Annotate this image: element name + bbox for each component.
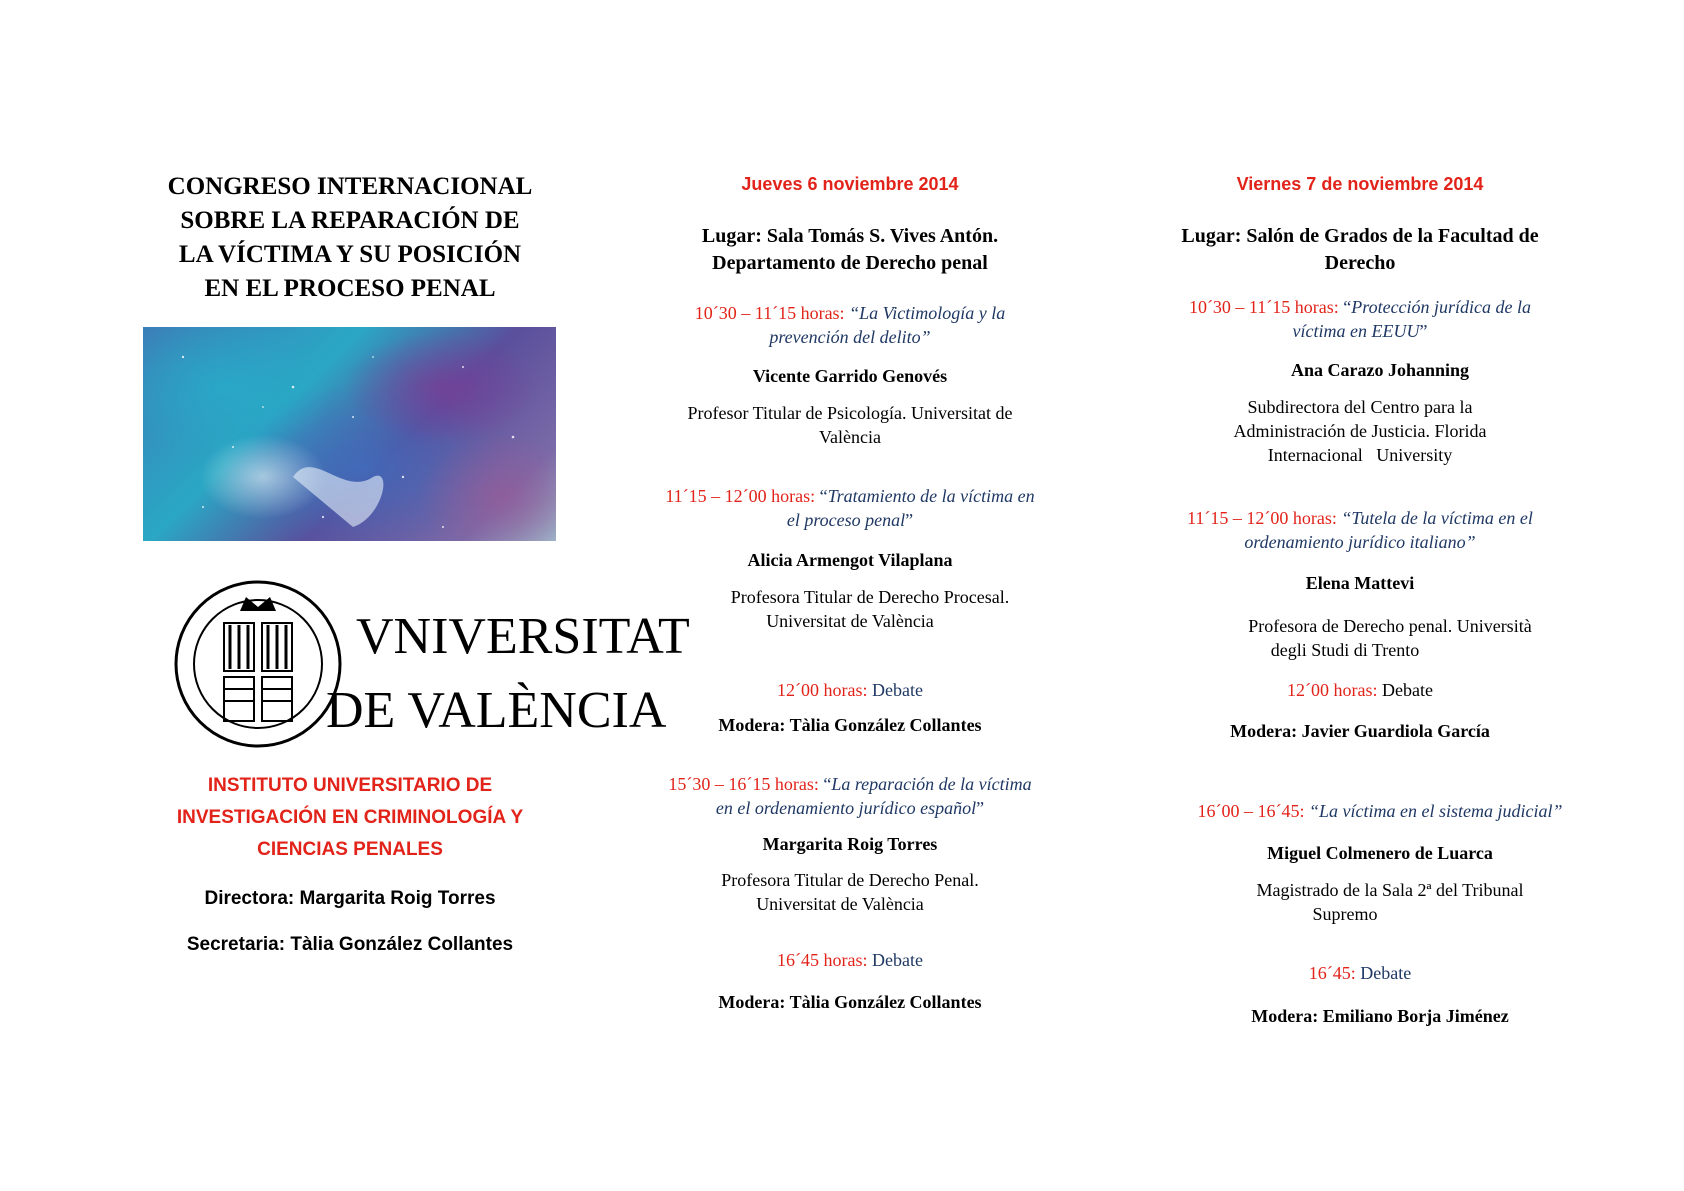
institute-line-2: INVESTIGACIÓN EN CRIMINOLOGÍA Y [176, 807, 524, 828]
affil-line: Supremo [1312, 904, 1378, 924]
affil-line: Universitat de València [766, 611, 934, 631]
affil-line: Internacional University [1267, 445, 1453, 465]
talk-title-cont: prevención del delito” [769, 327, 931, 347]
affil-line: Profesora de Derecho penal. Università [1248, 616, 1532, 636]
day2-moderator-1: Modera: Javier Guardiola García [1230, 721, 1490, 741]
logo-text-bottom: DE VALÈNCIA [326, 682, 667, 739]
talk-time: 10´30 – 11´15 horas: [694, 303, 845, 323]
day2-heading: Viernes 7 de noviembre 2014 [1236, 174, 1484, 194]
quote-close: ” [1419, 321, 1428, 341]
talk-title-cont: ordenamiento jurídico italiano” [1244, 532, 1476, 552]
day1-affiliation-3 [620, 868, 1080, 916]
day1-affiliation-1 [620, 401, 1080, 449]
day1-moderator-1: Modera: Tàlia González Collantes [718, 715, 982, 735]
affil-line: Profesora Titular de Derecho Penal. [721, 870, 979, 890]
affil-line: Profesora Titular de Derecho Procesal. [730, 587, 1010, 607]
day1-speaker-2: Alicia Armengot Vilaplana [747, 550, 953, 570]
talk-time: 11´15 – 12´00 horas: [665, 486, 816, 506]
debate-time: 16´45: [1308, 963, 1356, 983]
talk-title-cont: víctima en EEUU [1292, 321, 1420, 341]
day1-place-line-1: Lugar: Sala Tomás S. Vives Antón. [701, 225, 999, 247]
day1-speaker-1: Vicente Garrido Genovés [752, 366, 948, 386]
debate-label: Debate [872, 950, 923, 970]
quote-open: “ [1343, 297, 1352, 317]
talk-time: 11´15 – 12´00 horas: [1187, 508, 1337, 528]
day2-affiliation-1 [1130, 395, 1590, 467]
institute-line-3: CIENCIAS PENALES [257, 839, 443, 860]
talk-title: Tratamiento de la víctima en [827, 486, 1035, 506]
day2-debate-2 [1130, 963, 1590, 984]
nebula-stars [143, 327, 556, 541]
nebula-image [143, 327, 556, 541]
talk-title: Protección jurídica de la [1351, 297, 1532, 317]
day1-debate-1 [620, 680, 1080, 701]
quote-close: ” [905, 510, 914, 530]
title-line-2: SOBRE LA REPARACIÓN DE [180, 207, 520, 234]
talk-time: 15´30 – 16´15 horas: [668, 774, 819, 794]
day1-heading: Jueves 6 noviembre 2014 [741, 174, 959, 194]
logo-text-top: VNIVERSITAT [356, 608, 690, 665]
day2-speaker-2: Elena Mattevi [1305, 573, 1415, 593]
affil-line: Profesor Titular de Psicología. Universitat de [687, 403, 1013, 423]
quote-close: ” [976, 798, 985, 818]
affil-line: Magistrado de la Sala 2ª del Tribunal [1256, 880, 1524, 900]
affil-line: València [819, 427, 881, 447]
day2-speaker-1: Ana Carazo Johanning [1290, 360, 1470, 380]
day1-speaker-3: Margarita Roig Torres [762, 834, 938, 854]
day2-place-line-2: Derecho [1324, 252, 1396, 274]
day2-speaker-3: Miguel Colmenero de Luarca [1267, 843, 1493, 863]
debate-label: Debate [872, 680, 923, 700]
directora: Directora: Margarita Roig Torres [204, 888, 496, 909]
talk-title-cont: el proceso penal [786, 510, 906, 530]
day2-talk-2 [1130, 506, 1590, 554]
institute-line-1: INSTITUTO UNIVERSITARIO DE [207, 775, 493, 796]
day1-debate-2 [620, 950, 1080, 971]
talk-title: La reparación de la víctima [831, 774, 1032, 794]
quote-open: “ [819, 486, 828, 506]
debate-time: 16´45 horas: [777, 950, 868, 970]
talk-title: “Tutela de la víctima en el [1341, 508, 1533, 528]
day1-talk-1 [620, 301, 1080, 349]
affil-line: Universitat de València [756, 894, 924, 914]
debate-label: Debate [1382, 680, 1433, 700]
affil-line: Administración de Justicia. Florida [1233, 421, 1487, 441]
day2-moderator-2: Modera: Emiliano Borja Jiménez [1251, 1006, 1509, 1026]
affil-line: degli Studi di Trento [1270, 640, 1420, 660]
day1-talk-2 [620, 484, 1080, 532]
debate-label: Debate [1360, 963, 1412, 983]
day1-place-line-2: Departamento de Derecho penal [712, 252, 988, 274]
title-line-4: EN EL PROCESO PENAL [204, 275, 496, 302]
title-line-3: LA VÍCTIMA Y SU POSICIÓN [178, 241, 522, 268]
debate-time: 12´00 horas: [777, 680, 868, 700]
day1-talk-3 [620, 772, 1080, 820]
debate-time: 12´00 horas: [1287, 680, 1378, 700]
title-line-1: CONGRESO INTERNACIONAL [167, 173, 533, 200]
day2-talk-1 [1130, 295, 1590, 343]
day1-moderator-2: Modera: Tàlia González Collantes [718, 992, 982, 1012]
day2-place-line-1: Lugar: Salón de Grados de la Facultad de [1181, 225, 1539, 247]
congress-title [140, 170, 560, 306]
day2-place [1130, 223, 1590, 277]
day2-debate-1 [1130, 680, 1590, 701]
talk-time: 10´30 – 11´15 horas: [1188, 297, 1339, 317]
university-logo [176, 567, 690, 761]
day2-affiliation-3 [1160, 878, 1620, 926]
quote-open: “ [823, 774, 832, 794]
talk-title-cont: en el ordenamiento jurídico español [715, 798, 977, 818]
day1-affiliation-2 [640, 585, 1100, 633]
institute-name [160, 770, 540, 866]
day2-talk-3 [1140, 799, 1620, 823]
day2-affiliation-2 [1160, 614, 1620, 662]
affil-line: Subdirectora del Centro para la [1247, 397, 1473, 417]
secretaria: Secretaria: Tàlia González Collantes [186, 934, 514, 955]
talk-title: “La Victimología y la [849, 303, 1006, 323]
day1-place [620, 223, 1080, 277]
talk-title: “La víctima en el sistema judicial” [1309, 801, 1563, 821]
talk-time: 16´00 – 16´45: [1197, 801, 1305, 821]
